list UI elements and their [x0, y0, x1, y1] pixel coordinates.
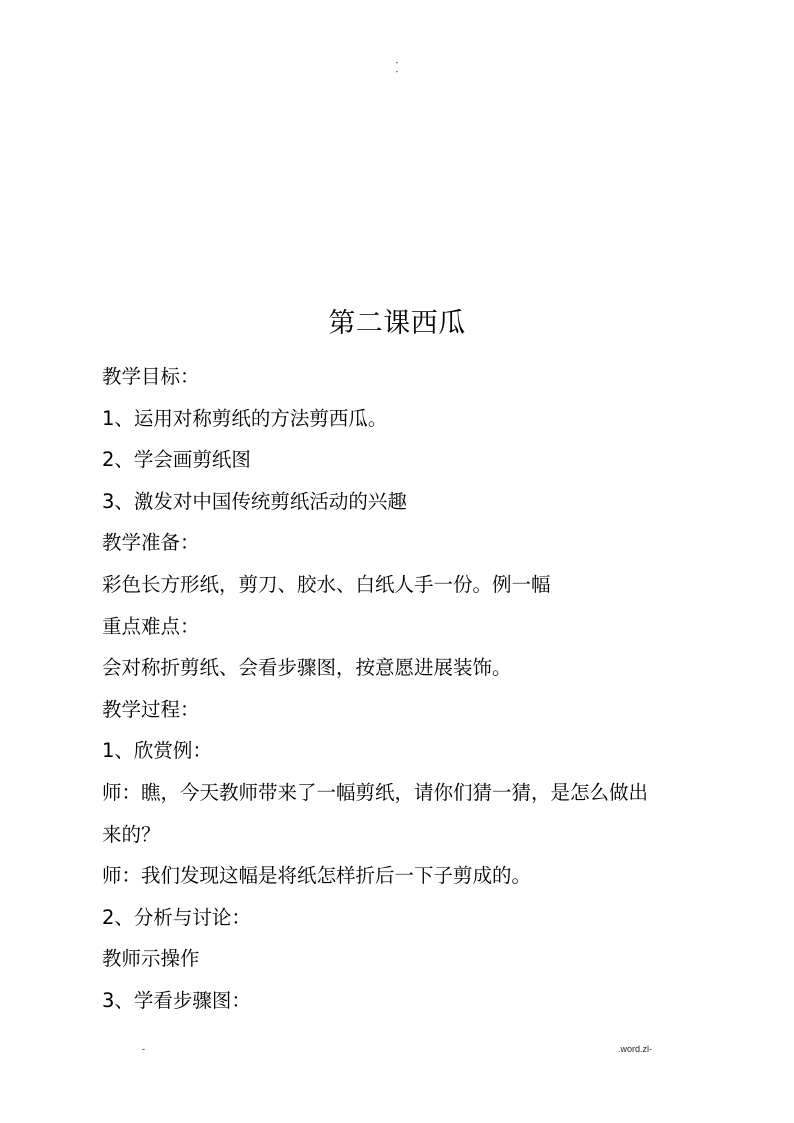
preparation-text: 彩色长方形纸，剪刀、胶水、白纸人手一份。例一幅 — [102, 572, 551, 596]
objective-item: 2、学会画剪纸图 — [102, 448, 251, 472]
objective-item: 1、运用对称剪纸的方法剪西瓜。 — [102, 406, 388, 430]
process-step-heading: 2、分析与讨论： — [102, 905, 251, 929]
footer-left-mark: - — [142, 1044, 145, 1054]
footer-watermark: .word.zl- — [617, 1044, 652, 1054]
header-marks — [392, 58, 402, 76]
header-mark: - — [395, 67, 399, 76]
process-step-heading: 3、学看步骤图： — [102, 988, 251, 1012]
teacher-line: 师：我们发现这幅是将纸怎样折后一下子剪成的。 — [102, 864, 532, 888]
section-heading-key-points: 重点难点： — [102, 614, 200, 638]
lesson-content — [102, 356, 702, 1022]
key-points-text: 会对称折剪纸、会看步骤图，按意愿进展装饰。 — [102, 656, 512, 680]
section-heading-objectives: 教学目标： — [102, 365, 200, 388]
header-mark: - — [395, 58, 399, 67]
teacher-line: 师：瞧，今天教师带来了一幅剪纸，请你们猜一猜，是怎么做出 — [102, 780, 649, 804]
teacher-line-continued: 来的？ — [102, 822, 161, 846]
process-step-text: 教师示操作 — [102, 947, 200, 971]
objective-item: 3、激发对中国传统剪纸活动的兴趣 — [102, 489, 407, 513]
process-step-heading: 1、欣赏例： — [102, 739, 212, 763]
page-title: 第二课西瓜 — [328, 308, 466, 339]
section-heading-preparation: 教学准备： — [102, 531, 200, 555]
section-heading-process: 教学过程： — [102, 697, 200, 721]
